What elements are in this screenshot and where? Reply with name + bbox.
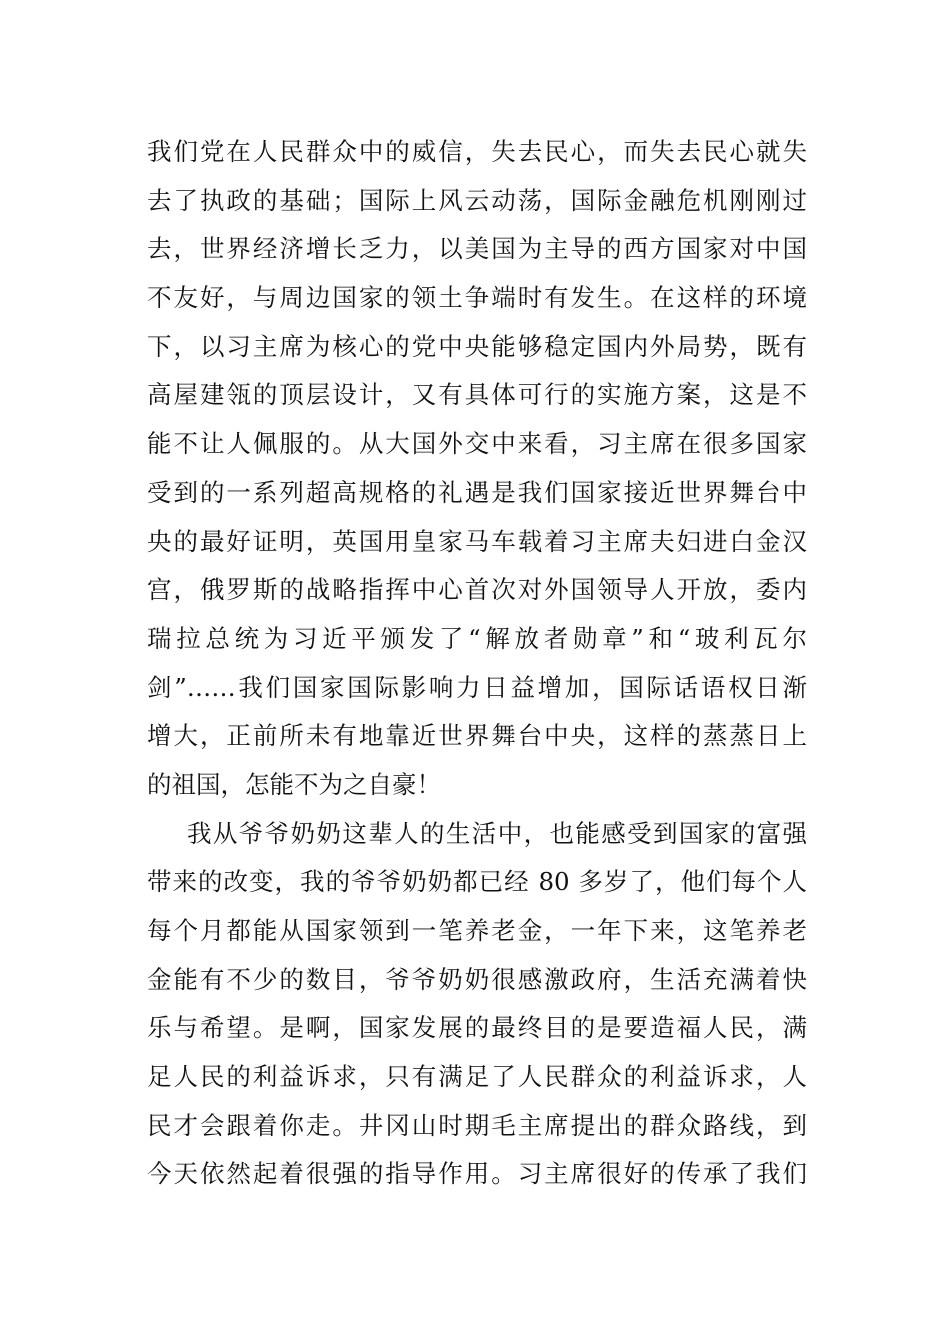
text-line: 央的最好证明，英国用皇家马车载着习主席夫妇进白金汉	[147, 526, 807, 556]
text-line: 去，世界经济增长乏力，以美国为主导的西方国家对中国	[147, 234, 807, 264]
text-line: 宫，俄罗斯的战略指挥中心首次对外国领导人开放，委内	[147, 575, 807, 605]
text-line: 金能有不少的数目，爷爷奶奶很感激政府，生活充满着快	[147, 964, 807, 994]
text-line: 民才会跟着你走。井冈山时期毛主席提出的群众路线，到	[147, 1110, 807, 1140]
text-line: 带来的改变，我的爷爷奶奶都已经 80 多岁了，他们每个人	[147, 867, 807, 897]
text-line: 剑”……我们国家国际影响力日益增加，国际话语权日渐	[147, 672, 807, 702]
text-line: 足人民的利益诉求，只有满足了人民群众的利益诉求，人	[147, 1062, 807, 1092]
text-line: 高屋建瓴的顶层设计，又有具体可行的实施方案，这是不	[147, 380, 807, 410]
text-line: 下，以习主席为核心的党中央能够稳定国内外局势，既有	[147, 331, 807, 361]
text-line: 不友好，与周边国家的领土争端时有发生。在这样的环境	[147, 283, 807, 313]
text-line: 我们党在人民群众中的威信，失去民心，而失去民心就失	[147, 137, 807, 166]
text-line: 我从爷爷奶奶这辈人的生活中，也能感受到国家的富强	[187, 818, 807, 848]
text-line: 乐与希望。是啊，国家发展的最终目的是要造福人民，满	[147, 1013, 807, 1043]
text-line: 能不让人佩服的。从大国外交中来看，习主席在很多国家	[147, 429, 807, 459]
text-line: 去了执政的基础；国际上风云动荡，国际金融危机刚刚过	[147, 185, 807, 215]
paragraph-1	[147, 128, 807, 810]
text-line: 的祖国，怎能不为之自豪！	[147, 769, 441, 799]
body-text	[147, 128, 807, 1199]
text-line: 每个月都能从国家领到一笔养老金，一年下来，这笔养老	[147, 916, 807, 945]
text-line: 今天依然起着很强的指导作用。习主席很好的传承了我们	[147, 1159, 807, 1189]
text-line: 瑞拉总统为习近平颁发了“解放者勋章”和“玻利瓦尔	[147, 623, 807, 653]
text-line: 增大，正前所未有地靠近世界舞台中央，这样的蒸蒸日上	[147, 721, 807, 751]
text-line: 受到的一系列超高规格的礼遇是我们国家接近世界舞台中	[147, 477, 807, 507]
paragraph-2	[147, 810, 807, 1200]
